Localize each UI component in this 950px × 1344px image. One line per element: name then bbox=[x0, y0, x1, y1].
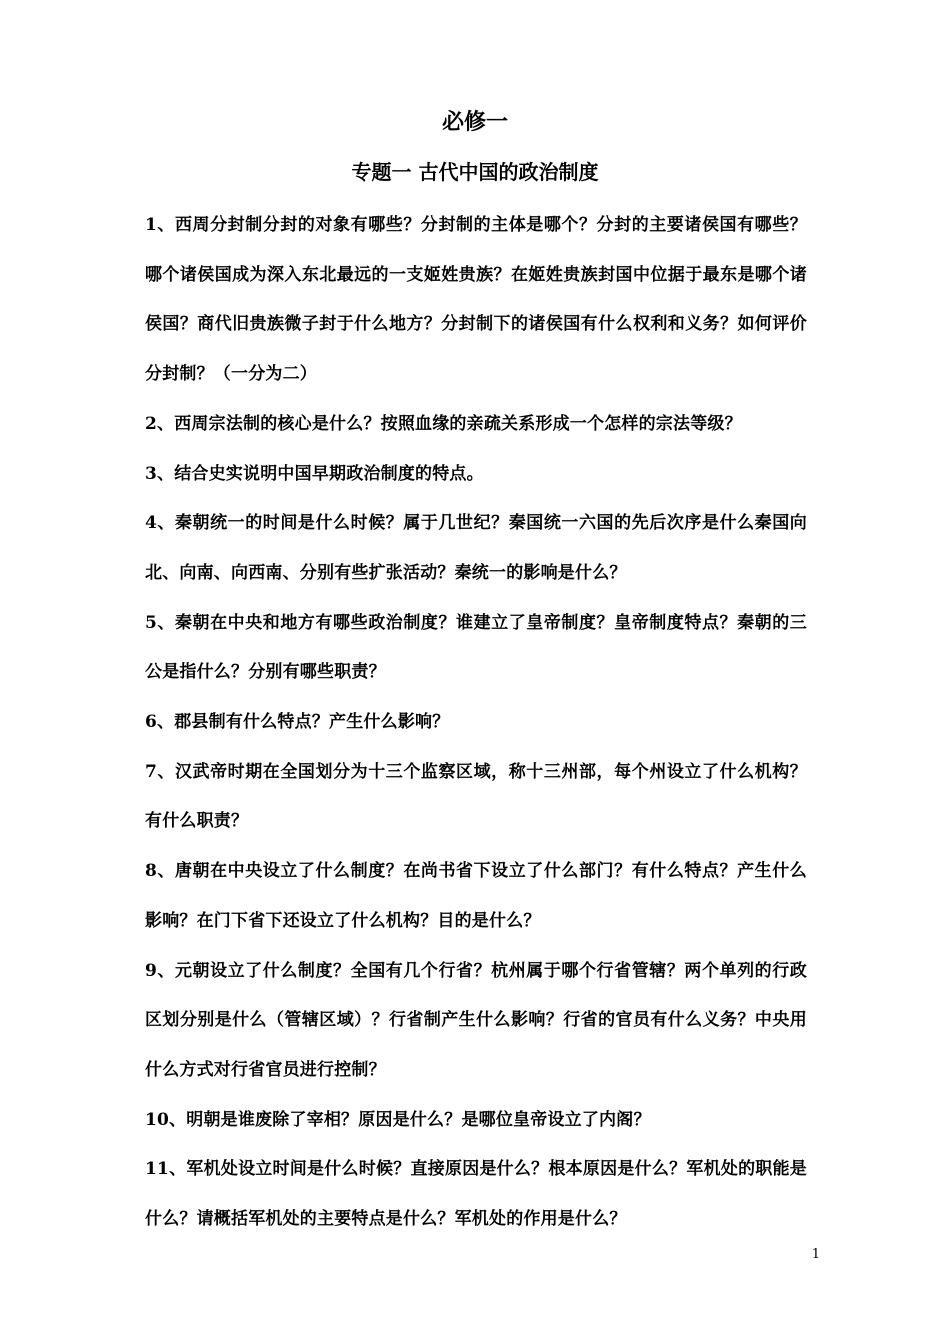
document-title: 必修一 bbox=[441, 109, 508, 135]
question-3: 3、结合史实说明中国早期政治制度的特点。 bbox=[145, 463, 484, 484]
question-4: 4、秦朝统一的时间是什么时候？属于几世纪？秦国统一六国的先后次序是什么秦国向北、向南、向西南、分别有些扩张活动？秦统一的影响是什么？ bbox=[145, 513, 807, 583]
question-list bbox=[145, 201, 807, 1245]
question-5: 5、秦朝在中央和地方有哪些政治制度？谁建立了皇帝制度？皇帝制度特点？秦朝的三公是指什么？分别有哪些职责？ bbox=[145, 612, 807, 683]
question-7: 7、汉武帝时期在全国划分为十三个监察区域，称十三州部，每个州设立了什么机构？有什么职责？ bbox=[145, 761, 807, 832]
question-1: 1、西周分封制分封的对象有哪些？分封制的主体是哪个？分封的主要诸侯国有哪些？哪个诸侯国成为深入东北最远的一支姬姓贵族？在姬姓贵族封国中位据于最东是哪个诸侯国？商代旧贵族微子封于什么地方？分封制下的诸侯国有什么权利和义务？如何评价分封制？（一分为二） bbox=[145, 215, 807, 385]
question-2: 2、西周宗法制的核心是什么？按照血缘的亲疏关系形成一个怎样的宗法等级？ bbox=[145, 413, 742, 434]
question-8: 8、唐朝在中央设立了什么制度？在尚书省下设立了什么部门？有什么特点？产生什么影响？在门下省下还设立了什么机构？目的是什么？ bbox=[145, 861, 807, 931]
question-9: 9、元朝设立了什么制度？全国有几个行省？杭州属于哪个行省管辖？两个单列的行政区划分别是什么（管辖区域）？行省制产生什么影响？行省的官员有什么义务？中央用什么方式对行省官员进行控制？ bbox=[145, 960, 807, 1080]
page-number: 1 bbox=[811, 1247, 820, 1262]
question-11: 11、军机处设立时间是什么时候？直接原因是什么？根本原因是什么？军机处的职能是什么？请概括军机处的主要特点是什么？军机处的作用是什么？ bbox=[145, 1159, 807, 1230]
question-6: 6、郡县制有什么特点？产生什么影响？ bbox=[145, 712, 450, 733]
question-10: 10、明朝是谁废除了宰相？原因是什么？是哪位皇帝设立了内阁？ bbox=[145, 1109, 651, 1130]
chapter-title: 专题一 古代中国的政治制度 bbox=[351, 160, 599, 184]
